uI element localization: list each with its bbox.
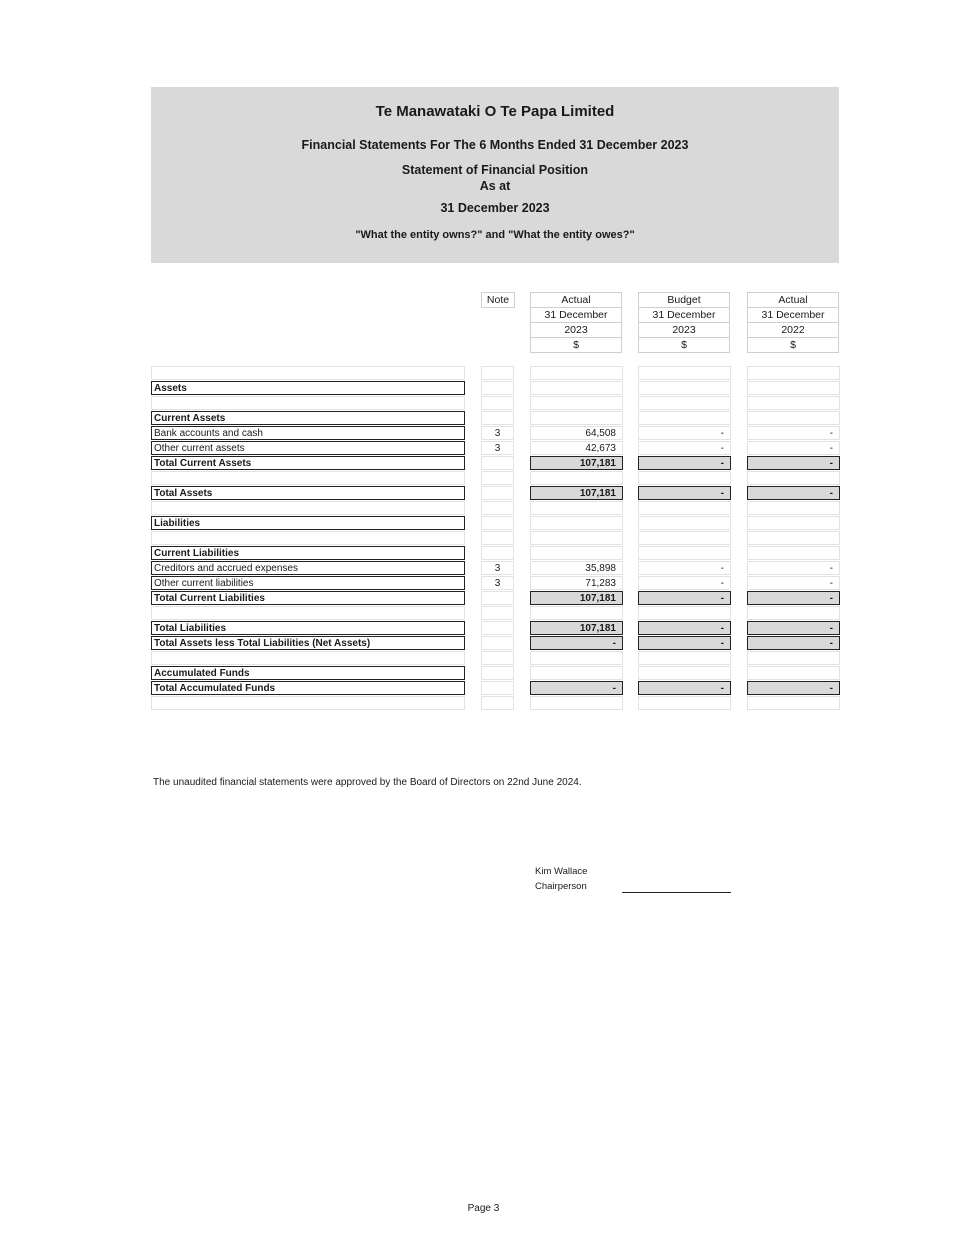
value-cell: 107,181 bbox=[530, 591, 623, 605]
value-cell bbox=[530, 366, 623, 380]
statement-subtitle: Financial Statements For The 6 Months Ended 31 December 2023 bbox=[301, 138, 689, 152]
value-cell: - bbox=[747, 486, 840, 500]
value-cell bbox=[638, 516, 731, 530]
line-item-label: Other current assets bbox=[151, 441, 465, 455]
value-cell bbox=[530, 381, 623, 395]
value-cell: - bbox=[747, 636, 840, 650]
value-cell: - bbox=[747, 426, 840, 440]
line-item-label: Total Current Liabilities bbox=[151, 591, 465, 605]
column-header-line: 31 December bbox=[638, 307, 730, 322]
value-cell bbox=[638, 381, 731, 395]
value-cell bbox=[638, 666, 731, 680]
column-header-actual-2023 bbox=[530, 292, 622, 353]
note-cell bbox=[481, 456, 514, 470]
empty-label-cell bbox=[151, 531, 465, 545]
value-cell bbox=[638, 471, 731, 485]
value-cell: 71,283 bbox=[530, 576, 623, 590]
value-cell bbox=[747, 411, 840, 425]
value-cell: - bbox=[638, 441, 731, 455]
line-item-label: Bank accounts and cash bbox=[151, 426, 465, 440]
value-cell: - bbox=[747, 561, 840, 575]
line-item-label: Current Liabilities bbox=[151, 546, 465, 560]
column-header-line: Actual bbox=[747, 292, 839, 307]
column-header-line: $ bbox=[530, 337, 622, 353]
column-header-line: 2022 bbox=[747, 322, 839, 337]
value-cell bbox=[530, 396, 623, 410]
note-cell bbox=[481, 366, 514, 380]
empty-label-cell bbox=[151, 696, 465, 710]
empty-label-cell bbox=[151, 471, 465, 485]
signatory-title: Chairperson bbox=[535, 881, 587, 892]
value-cell: - bbox=[638, 591, 731, 605]
column-header-line: $ bbox=[638, 337, 730, 353]
note-cell bbox=[481, 681, 514, 695]
value-cell: - bbox=[747, 681, 840, 695]
value-cell: 107,181 bbox=[530, 456, 623, 470]
note-cell: 3 bbox=[481, 561, 514, 575]
value-cell bbox=[530, 666, 623, 680]
line-item-label: Total Liabilities bbox=[151, 621, 465, 635]
line-item-label: Total Assets less Total Liabilities (Net Assets) bbox=[151, 636, 465, 650]
note-cell: 3 bbox=[481, 426, 514, 440]
column-header-line: 31 December bbox=[530, 307, 622, 322]
note-cell bbox=[481, 396, 514, 410]
column-header-line: 2023 bbox=[638, 322, 730, 337]
as-at-label: As at bbox=[479, 179, 511, 193]
value-cell: - bbox=[638, 486, 731, 500]
note-cell bbox=[481, 666, 514, 680]
value-cell: 64,508 bbox=[530, 426, 623, 440]
value-cell bbox=[638, 531, 731, 545]
value-cell bbox=[530, 411, 623, 425]
value-cell bbox=[530, 516, 623, 530]
value-cell bbox=[638, 651, 731, 665]
signature-line bbox=[622, 892, 731, 893]
value-cell bbox=[747, 501, 840, 515]
value-cell bbox=[747, 696, 840, 710]
value-cell bbox=[747, 666, 840, 680]
column-header-budget-2023 bbox=[638, 292, 730, 353]
note-column-header: Note bbox=[481, 292, 515, 308]
value-cell bbox=[638, 396, 731, 410]
value-cell: - bbox=[530, 636, 623, 650]
value-cell bbox=[638, 696, 731, 710]
value-cell: - bbox=[638, 576, 731, 590]
value-cell: - bbox=[638, 426, 731, 440]
value-cell: - bbox=[638, 621, 731, 635]
note-cell bbox=[481, 471, 514, 485]
line-item-label: Creditors and accrued expenses bbox=[151, 561, 465, 575]
value-cell bbox=[638, 606, 731, 620]
line-item-label: Accumulated Funds bbox=[151, 666, 465, 680]
note-cell bbox=[481, 411, 514, 425]
column-header-line: 31 December bbox=[747, 307, 839, 322]
value-cell: - bbox=[530, 681, 623, 695]
signatory-name: Kim Wallace bbox=[535, 866, 588, 877]
line-item-label: Total Current Assets bbox=[151, 456, 465, 470]
note-cell bbox=[481, 696, 514, 710]
empty-label-cell bbox=[151, 606, 465, 620]
column-header-line: $ bbox=[747, 337, 839, 353]
note-cell bbox=[481, 621, 514, 635]
value-cell: 107,181 bbox=[530, 621, 623, 635]
value-cell: - bbox=[747, 456, 840, 470]
value-cell: - bbox=[638, 681, 731, 695]
value-cell: - bbox=[638, 561, 731, 575]
value-cell bbox=[638, 366, 731, 380]
line-item-label: Assets bbox=[151, 381, 465, 395]
value-cell: - bbox=[747, 591, 840, 605]
note-cell bbox=[481, 636, 514, 650]
line-item-label: Current Assets bbox=[151, 411, 465, 425]
value-cell bbox=[530, 651, 623, 665]
statement-header bbox=[151, 87, 839, 263]
value-cell bbox=[530, 471, 623, 485]
note-cell: 3 bbox=[481, 441, 514, 455]
entity-name: Te Manawataki O Te Papa Limited bbox=[375, 103, 615, 120]
note-cell bbox=[481, 546, 514, 560]
statement-title: Statement of Financial Position bbox=[401, 163, 589, 177]
value-cell bbox=[747, 516, 840, 530]
approval-statement: The unaudited financial statements were approved by the Board of Directors on 22nd June 2024. bbox=[153, 777, 582, 788]
statement-question: "What the entity owns?" and "What the entity owes?" bbox=[355, 229, 635, 241]
value-cell bbox=[638, 411, 731, 425]
value-cell: 107,181 bbox=[530, 486, 623, 500]
value-cell bbox=[638, 546, 731, 560]
note-cell bbox=[481, 501, 514, 515]
value-cell bbox=[747, 396, 840, 410]
note-cell bbox=[481, 516, 514, 530]
value-cell bbox=[747, 471, 840, 485]
value-cell bbox=[530, 531, 623, 545]
empty-label-cell bbox=[151, 651, 465, 665]
value-cell bbox=[530, 606, 623, 620]
note-cell bbox=[481, 381, 514, 395]
value-cell: - bbox=[747, 576, 840, 590]
value-cell bbox=[747, 546, 840, 560]
value-cell bbox=[747, 531, 840, 545]
page-number: Page 3 bbox=[467, 1203, 500, 1214]
value-cell: - bbox=[747, 621, 840, 635]
column-header-line: Budget bbox=[638, 292, 730, 307]
statement-date: 31 December 2023 bbox=[440, 201, 550, 215]
value-cell bbox=[747, 606, 840, 620]
value-cell: - bbox=[747, 441, 840, 455]
value-cell bbox=[530, 546, 623, 560]
value-cell bbox=[530, 501, 623, 515]
column-header-line: Actual bbox=[530, 292, 622, 307]
value-cell bbox=[747, 381, 840, 395]
note-cell bbox=[481, 651, 514, 665]
value-cell: 35,898 bbox=[530, 561, 623, 575]
value-cell: - bbox=[638, 636, 731, 650]
empty-label-cell bbox=[151, 501, 465, 515]
empty-label-cell bbox=[151, 366, 465, 380]
note-cell bbox=[481, 531, 514, 545]
value-cell: 42,673 bbox=[530, 441, 623, 455]
line-item-label: Liabilities bbox=[151, 516, 465, 530]
value-cell bbox=[747, 651, 840, 665]
line-item-label: Other current liabilities bbox=[151, 576, 465, 590]
note-cell bbox=[481, 591, 514, 605]
empty-label-cell bbox=[151, 396, 465, 410]
note-cell bbox=[481, 486, 514, 500]
value-cell: - bbox=[638, 456, 731, 470]
note-cell: 3 bbox=[481, 576, 514, 590]
value-cell bbox=[638, 501, 731, 515]
value-cell bbox=[530, 696, 623, 710]
value-cell bbox=[747, 366, 840, 380]
column-header-line: 2023 bbox=[530, 322, 622, 337]
line-item-label: Total Assets bbox=[151, 486, 465, 500]
line-item-label: Total Accumulated Funds bbox=[151, 681, 465, 695]
column-header-actual-2022 bbox=[747, 292, 839, 353]
note-cell bbox=[481, 606, 514, 620]
